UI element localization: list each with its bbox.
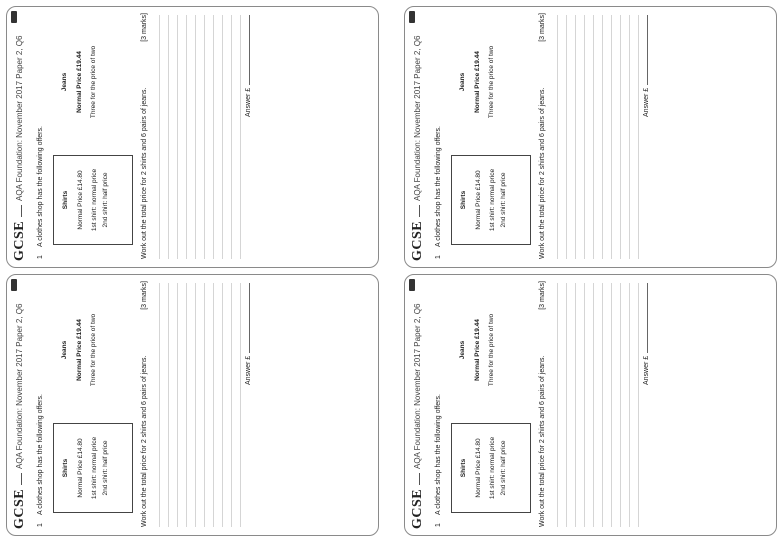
working-line xyxy=(177,283,178,527)
offer-line: 1st shirt: normal price xyxy=(489,436,496,500)
gcse-logo: GCSE xyxy=(12,220,27,261)
working-line xyxy=(602,15,603,259)
question-intro: A clothes shop has the following offers. xyxy=(37,394,44,515)
paper-reference: AQA Foundation: November 2017 Paper 2, Q6 xyxy=(413,35,422,201)
worksheet-card-bottom-right xyxy=(404,274,777,536)
answer-label: Answer £ xyxy=(643,87,650,117)
offer-line: 2nd shirt: half price xyxy=(102,172,109,228)
offer-line: 1st shirt: normal price xyxy=(91,436,98,500)
offer-line: Three for the price of two xyxy=(90,313,97,387)
offer-title: Jeans xyxy=(61,340,68,360)
offer-box-jeans xyxy=(53,32,131,132)
working-line xyxy=(557,283,558,527)
question-intro: A clothes shop has the following offers. xyxy=(435,394,442,515)
gcse-logo: GCSE xyxy=(410,220,425,261)
marks-label: [3 marks] xyxy=(539,13,546,42)
working-line xyxy=(240,283,241,527)
offer-title: Shirts xyxy=(62,458,69,478)
marks-label: [3 marks] xyxy=(141,281,148,310)
question-instruction: Work out the total price for 2 shirts and 6 pairs of jeans. xyxy=(539,87,546,259)
working-line xyxy=(240,15,241,259)
question-instruction: Work out the total price for 2 shirts and 6 pairs of jeans. xyxy=(141,87,148,259)
marks-label: [3 marks] xyxy=(141,13,148,42)
paper-reference: AQA Foundation: November 2017 Paper 2, Q6 xyxy=(413,303,422,469)
offer-line: 1st shirt: normal price xyxy=(489,168,496,232)
question-instruction: Work out the total price for 2 shirts and 6 pairs of jeans. xyxy=(539,355,546,527)
working-line xyxy=(222,15,223,259)
working-line xyxy=(168,15,169,259)
working-line xyxy=(159,15,160,259)
question-number: 1 xyxy=(37,255,44,259)
working-line xyxy=(638,15,639,259)
offer-line: 2nd shirt: half price xyxy=(500,440,507,496)
answer-label: Answer £ xyxy=(643,355,650,385)
gcse-logo: GCSE xyxy=(410,488,425,529)
answer-row xyxy=(641,283,650,385)
working-line xyxy=(213,15,214,259)
working-line xyxy=(204,283,205,527)
offer-price: Normal Price £19.44 xyxy=(474,319,481,381)
question-number: 1 xyxy=(37,523,44,527)
offer-box-jeans xyxy=(451,32,529,132)
offer-title: Jeans xyxy=(61,72,68,92)
offer-box-shirts xyxy=(451,423,531,513)
offer-price: Normal Price £19.44 xyxy=(76,319,83,381)
answer-row xyxy=(641,15,650,117)
marks-label: [3 marks] xyxy=(539,281,546,310)
working-line xyxy=(638,283,639,527)
gcse-logo: GCSE xyxy=(12,488,27,529)
worksheet-card-top-right xyxy=(404,6,777,268)
offer-title: Shirts xyxy=(460,190,467,210)
question-intro: A clothes shop has the following offers. xyxy=(435,126,442,247)
answer-row xyxy=(243,283,252,385)
header-rule xyxy=(21,473,22,485)
working-line xyxy=(186,283,187,527)
offer-line: 2nd shirt: half price xyxy=(500,172,507,228)
offer-line: Three for the price of two xyxy=(90,45,97,119)
question-number: 1 xyxy=(435,523,442,527)
working-line xyxy=(557,15,558,259)
working-line xyxy=(629,283,630,527)
working-line xyxy=(593,283,594,527)
working-line xyxy=(159,283,160,527)
card-header xyxy=(411,11,427,261)
working-line xyxy=(231,15,232,259)
working-line xyxy=(195,15,196,259)
question-instruction: Work out the total price for 2 shirts and 6 pairs of jeans. xyxy=(141,355,148,527)
offer-price: Normal Price £14.80 xyxy=(475,170,482,230)
offer-price: Normal Price £19.44 xyxy=(76,51,83,113)
offer-box-shirts xyxy=(53,155,133,245)
offer-title: Jeans xyxy=(459,340,466,360)
working-line xyxy=(620,15,621,259)
answer-line[interactable] xyxy=(641,15,648,85)
offer-title: Shirts xyxy=(460,458,467,478)
offer-line: 1st shirt: normal price xyxy=(91,168,98,232)
working-line xyxy=(575,283,576,527)
working-line xyxy=(629,15,630,259)
worksheet-card-top-left xyxy=(6,6,379,268)
working-line xyxy=(222,283,223,527)
offer-box-shirts xyxy=(53,423,133,513)
offer-box-jeans xyxy=(451,300,529,400)
offer-line: Three for the price of two xyxy=(488,45,495,119)
working-line xyxy=(177,15,178,259)
offer-title: Jeans xyxy=(459,72,466,92)
offer-price: Normal Price £19.44 xyxy=(474,51,481,113)
working-line xyxy=(620,283,621,527)
working-line xyxy=(611,283,612,527)
paper-reference: AQA Foundation: November 2017 Paper 2, Q6 xyxy=(15,35,24,201)
working-line xyxy=(231,283,232,527)
worksheet-card-bottom-left xyxy=(6,274,379,536)
answer-label: Answer £ xyxy=(245,355,252,385)
offer-price: Normal Price £14.80 xyxy=(475,438,482,498)
working-line xyxy=(611,15,612,259)
card-header xyxy=(411,279,427,529)
working-line xyxy=(566,283,567,527)
working-line xyxy=(168,283,169,527)
offer-box-shirts xyxy=(451,155,531,245)
question-number: 1 xyxy=(435,255,442,259)
answer-line[interactable] xyxy=(641,283,648,353)
paper-reference: AQA Foundation: November 2017 Paper 2, Q6 xyxy=(15,303,24,469)
working-line xyxy=(602,283,603,527)
working-line xyxy=(213,283,214,527)
card-header xyxy=(13,279,29,529)
working-line xyxy=(566,15,567,259)
working-line xyxy=(575,15,576,259)
offer-box-jeans xyxy=(53,300,131,400)
offer-title: Shirts xyxy=(62,190,69,210)
offer-price: Normal Price £14.80 xyxy=(77,438,84,498)
working-line xyxy=(204,15,205,259)
header-rule xyxy=(419,473,420,485)
answer-line[interactable] xyxy=(243,283,250,353)
question-intro: A clothes shop has the following offers. xyxy=(37,126,44,247)
offer-line: 2nd shirt: half price xyxy=(102,440,109,496)
offer-line: Three for the price of two xyxy=(488,313,495,387)
header-rule xyxy=(419,205,420,217)
card-header xyxy=(13,11,29,261)
working-line xyxy=(593,15,594,259)
answer-row xyxy=(243,15,252,117)
working-line xyxy=(186,15,187,259)
header-rule xyxy=(21,205,22,217)
answer-label: Answer £ xyxy=(245,87,252,117)
answer-line[interactable] xyxy=(243,15,250,85)
working-line xyxy=(584,15,585,259)
working-line xyxy=(195,283,196,527)
working-line xyxy=(584,283,585,527)
offer-price: Normal Price £14.80 xyxy=(77,170,84,230)
